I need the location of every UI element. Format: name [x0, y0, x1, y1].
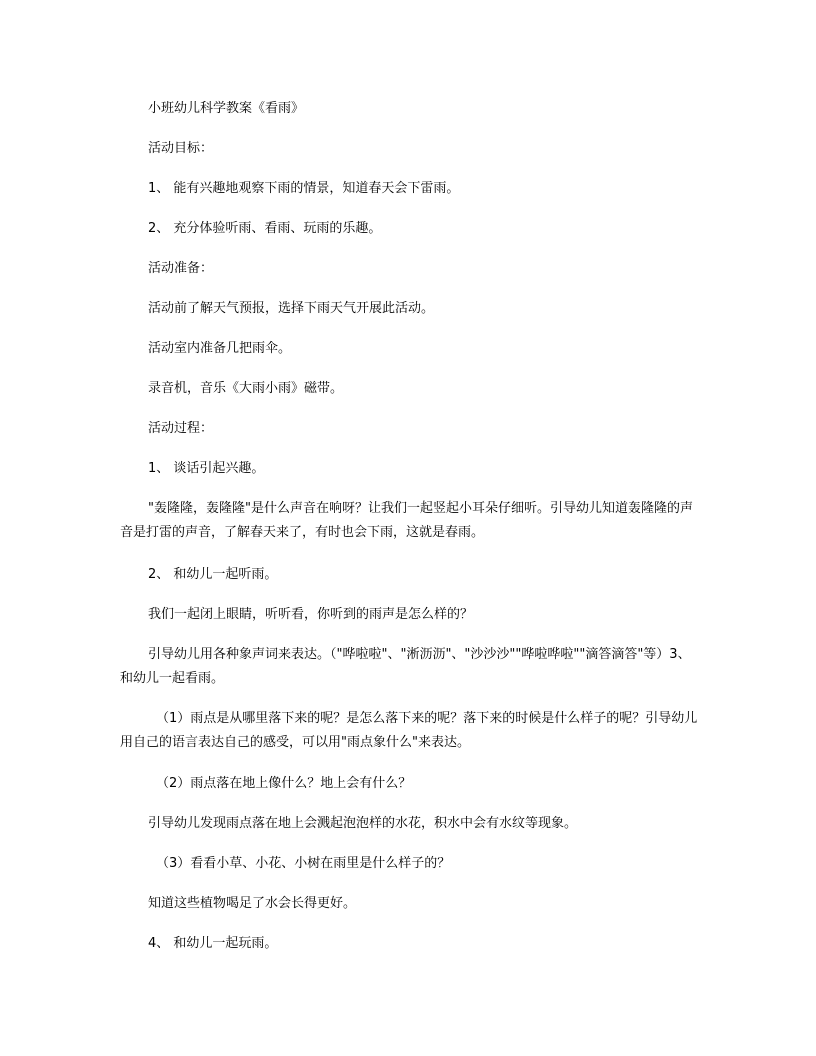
prep-item-3: 录音机，音乐《大雨小雨》磁带。	[148, 381, 344, 396]
question-3-text: 知道这些植物喝足了水会长得更好。	[148, 896, 357, 911]
question-2: （2）雨点落在地上像什么？地上会有什么？	[156, 776, 412, 791]
goal-item-2: 2、 充分体验听雨、看雨、玩雨的乐趣。	[148, 221, 382, 236]
goal-item-1: 1、 能有兴趣地观察下雨的情景，知道春天会下雷雨。	[148, 181, 460, 196]
prep-item-2: 活动室内准备几把雨伞。	[148, 341, 292, 356]
step-2-text: 我们一起闭上眼睛，听听看，你听到的雨声是怎么样的？	[148, 607, 474, 622]
question-2-guide: 引导幼儿发现雨点落在地上会溅起泡泡样的水花，积水中会有水纹等现象。	[148, 816, 578, 831]
question-3: （3）看看小草、小花、小树在雨里是什么样子的？	[156, 856, 451, 871]
document-title: 小班幼儿科学教案《看雨》	[148, 101, 305, 116]
goals-heading: 活动目标：	[148, 141, 214, 156]
step-4-heading: 4、 和幼儿一起玩雨。	[148, 936, 278, 951]
step-1-text: "轰隆隆，轰隆隆"是什么声音在响呀？让我们一起竖起小耳朵仔细听。引导幼儿知道轰隆隆的声音是打雷的声音，了解春天来了，有时也会下雨，这就是春雨。	[120, 501, 693, 540]
step-1-heading: 1、 谈话引起兴趣。	[148, 461, 265, 476]
step-2-guide-paragraph	[120, 643, 700, 691]
question-1-paragraph	[120, 707, 700, 755]
process-heading: 活动过程：	[148, 421, 214, 436]
step-2-heading: 2、 和幼儿一起听雨。	[148, 567, 278, 582]
question-1: （1）雨点是从哪里落下来的呢？是怎么落下来的呢？落下来的时候是什么样子的呢？引导幼儿用自己的语言表达自己的感受，可以用"雨点象什么"来表达。	[120, 711, 698, 750]
step-2-guide: 引导幼儿用各种象声词来表达。（"哗啦啦"、"淅沥沥"、"沙沙沙""哗啦哗啦""滴答滴答"等）3、 和幼儿一起看雨。	[120, 647, 691, 686]
step-1-paragraph	[120, 497, 700, 545]
prep-item-1: 活动前了解天气预报，选择下雨天气开展此活动。	[148, 301, 435, 316]
prep-heading: 活动准备：	[148, 261, 214, 276]
